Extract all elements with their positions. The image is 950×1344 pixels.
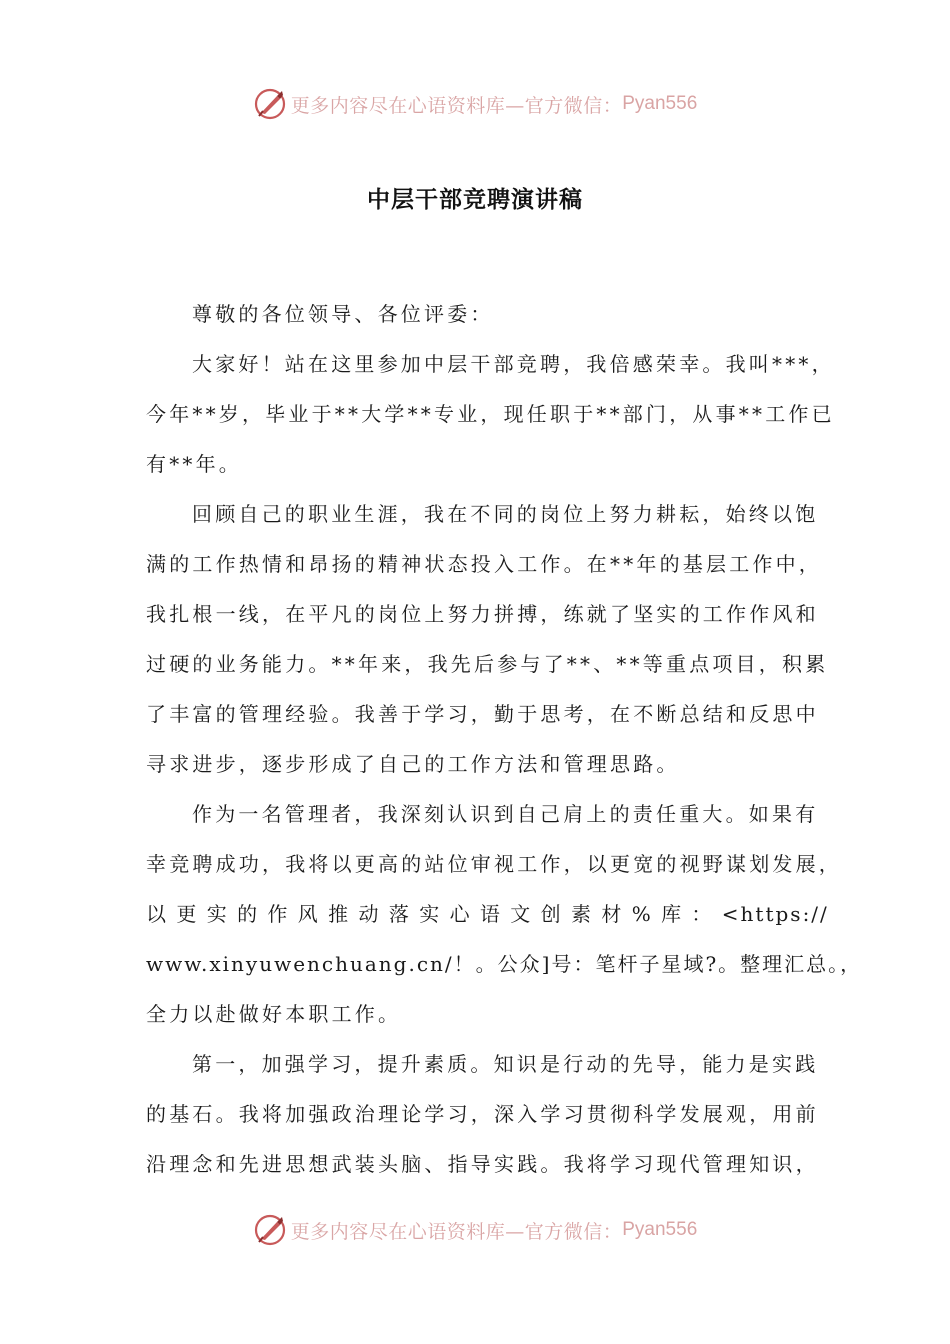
header-wechat-id: Pyan556 bbox=[622, 93, 698, 114]
paragraph-line: 有**年。 bbox=[146, 452, 242, 476]
quill-pen-logo-icon bbox=[253, 87, 287, 121]
footer-banner bbox=[0, 1208, 950, 1252]
document-title: 中层干部竞聘演讲稿 bbox=[367, 186, 583, 213]
paragraph-line: 满的工作热情和昂扬的精神状态投入工作。在**年的基层工作中， bbox=[146, 552, 822, 576]
paragraph-line: 我扎根一线，在平凡的岗位上努力拼搏，练就了坚实的工作作风和 bbox=[146, 602, 819, 626]
quill-pen-logo-icon bbox=[253, 1213, 287, 1247]
paragraph-line: 回顾自己的职业生涯，我在不同的岗位上努力耕耘，始终以饱 bbox=[192, 502, 819, 526]
paragraph-line: 了丰富的管理经验。我善于学习，勤于思考，在不断总结和反思中 bbox=[146, 702, 819, 726]
paragraph-line: 沿理念和先进思想武装头脑、指导实践。我将学习现代管理知识， bbox=[146, 1152, 819, 1176]
header-banner bbox=[0, 82, 950, 126]
paragraph-line: 全力以赴做好本职工作。 bbox=[146, 1002, 402, 1026]
paragraph-line: 以 更 实 的 作 风 推 动 落 实 心 语 文 创 素 材 % 库 ： <https:// bbox=[146, 902, 829, 926]
paragraph-line: 寻求进步，逐步形成了自己的工作方法和管理思路。 bbox=[146, 752, 680, 776]
paragraph-line: 今年**岁，毕业于**大学**专业，现任职于**部门，从事**工作已 bbox=[146, 402, 835, 426]
document-body bbox=[146, 292, 863, 1192]
paragraph-line: 作为一名管理者，我深刻认识到自己肩上的责任重大。如果有 bbox=[192, 802, 819, 826]
header-banner-text: 更多内容尽在心语资料库—官方微信： bbox=[290, 94, 623, 117]
paragraph-line: 大家好！站在这里参加中层干部竞聘，我倍感荣幸。我叫***， bbox=[192, 352, 835, 376]
footer-wechat-id: Pyan556 bbox=[622, 1219, 698, 1240]
paragraph-line: 幸竞聘成功，我将以更高的站位审视工作，以更宽的视野谋划发展， bbox=[146, 852, 842, 876]
paragraph-line: 第一，加强学习，提升素质。知识是行动的先导，能力是实践 bbox=[192, 1052, 819, 1076]
salutation-line: 尊敬的各位领导、各位评委： bbox=[192, 302, 494, 326]
paragraph-line: 的基石。我将加强政治理论学习，深入学习贯彻科学发展观，用前 bbox=[146, 1102, 819, 1126]
paragraph-line: www.xinyuwenchuang.cn/！。公众]号：笔杆子星域?。整理汇总。， bbox=[146, 952, 863, 976]
footer-banner-text: 更多内容尽在心语资料库—官方微信： bbox=[290, 1220, 623, 1243]
paragraph-line: 过硬的业务能力。**年来，我先后参与了**、**等重点项目，积累 bbox=[146, 652, 829, 676]
